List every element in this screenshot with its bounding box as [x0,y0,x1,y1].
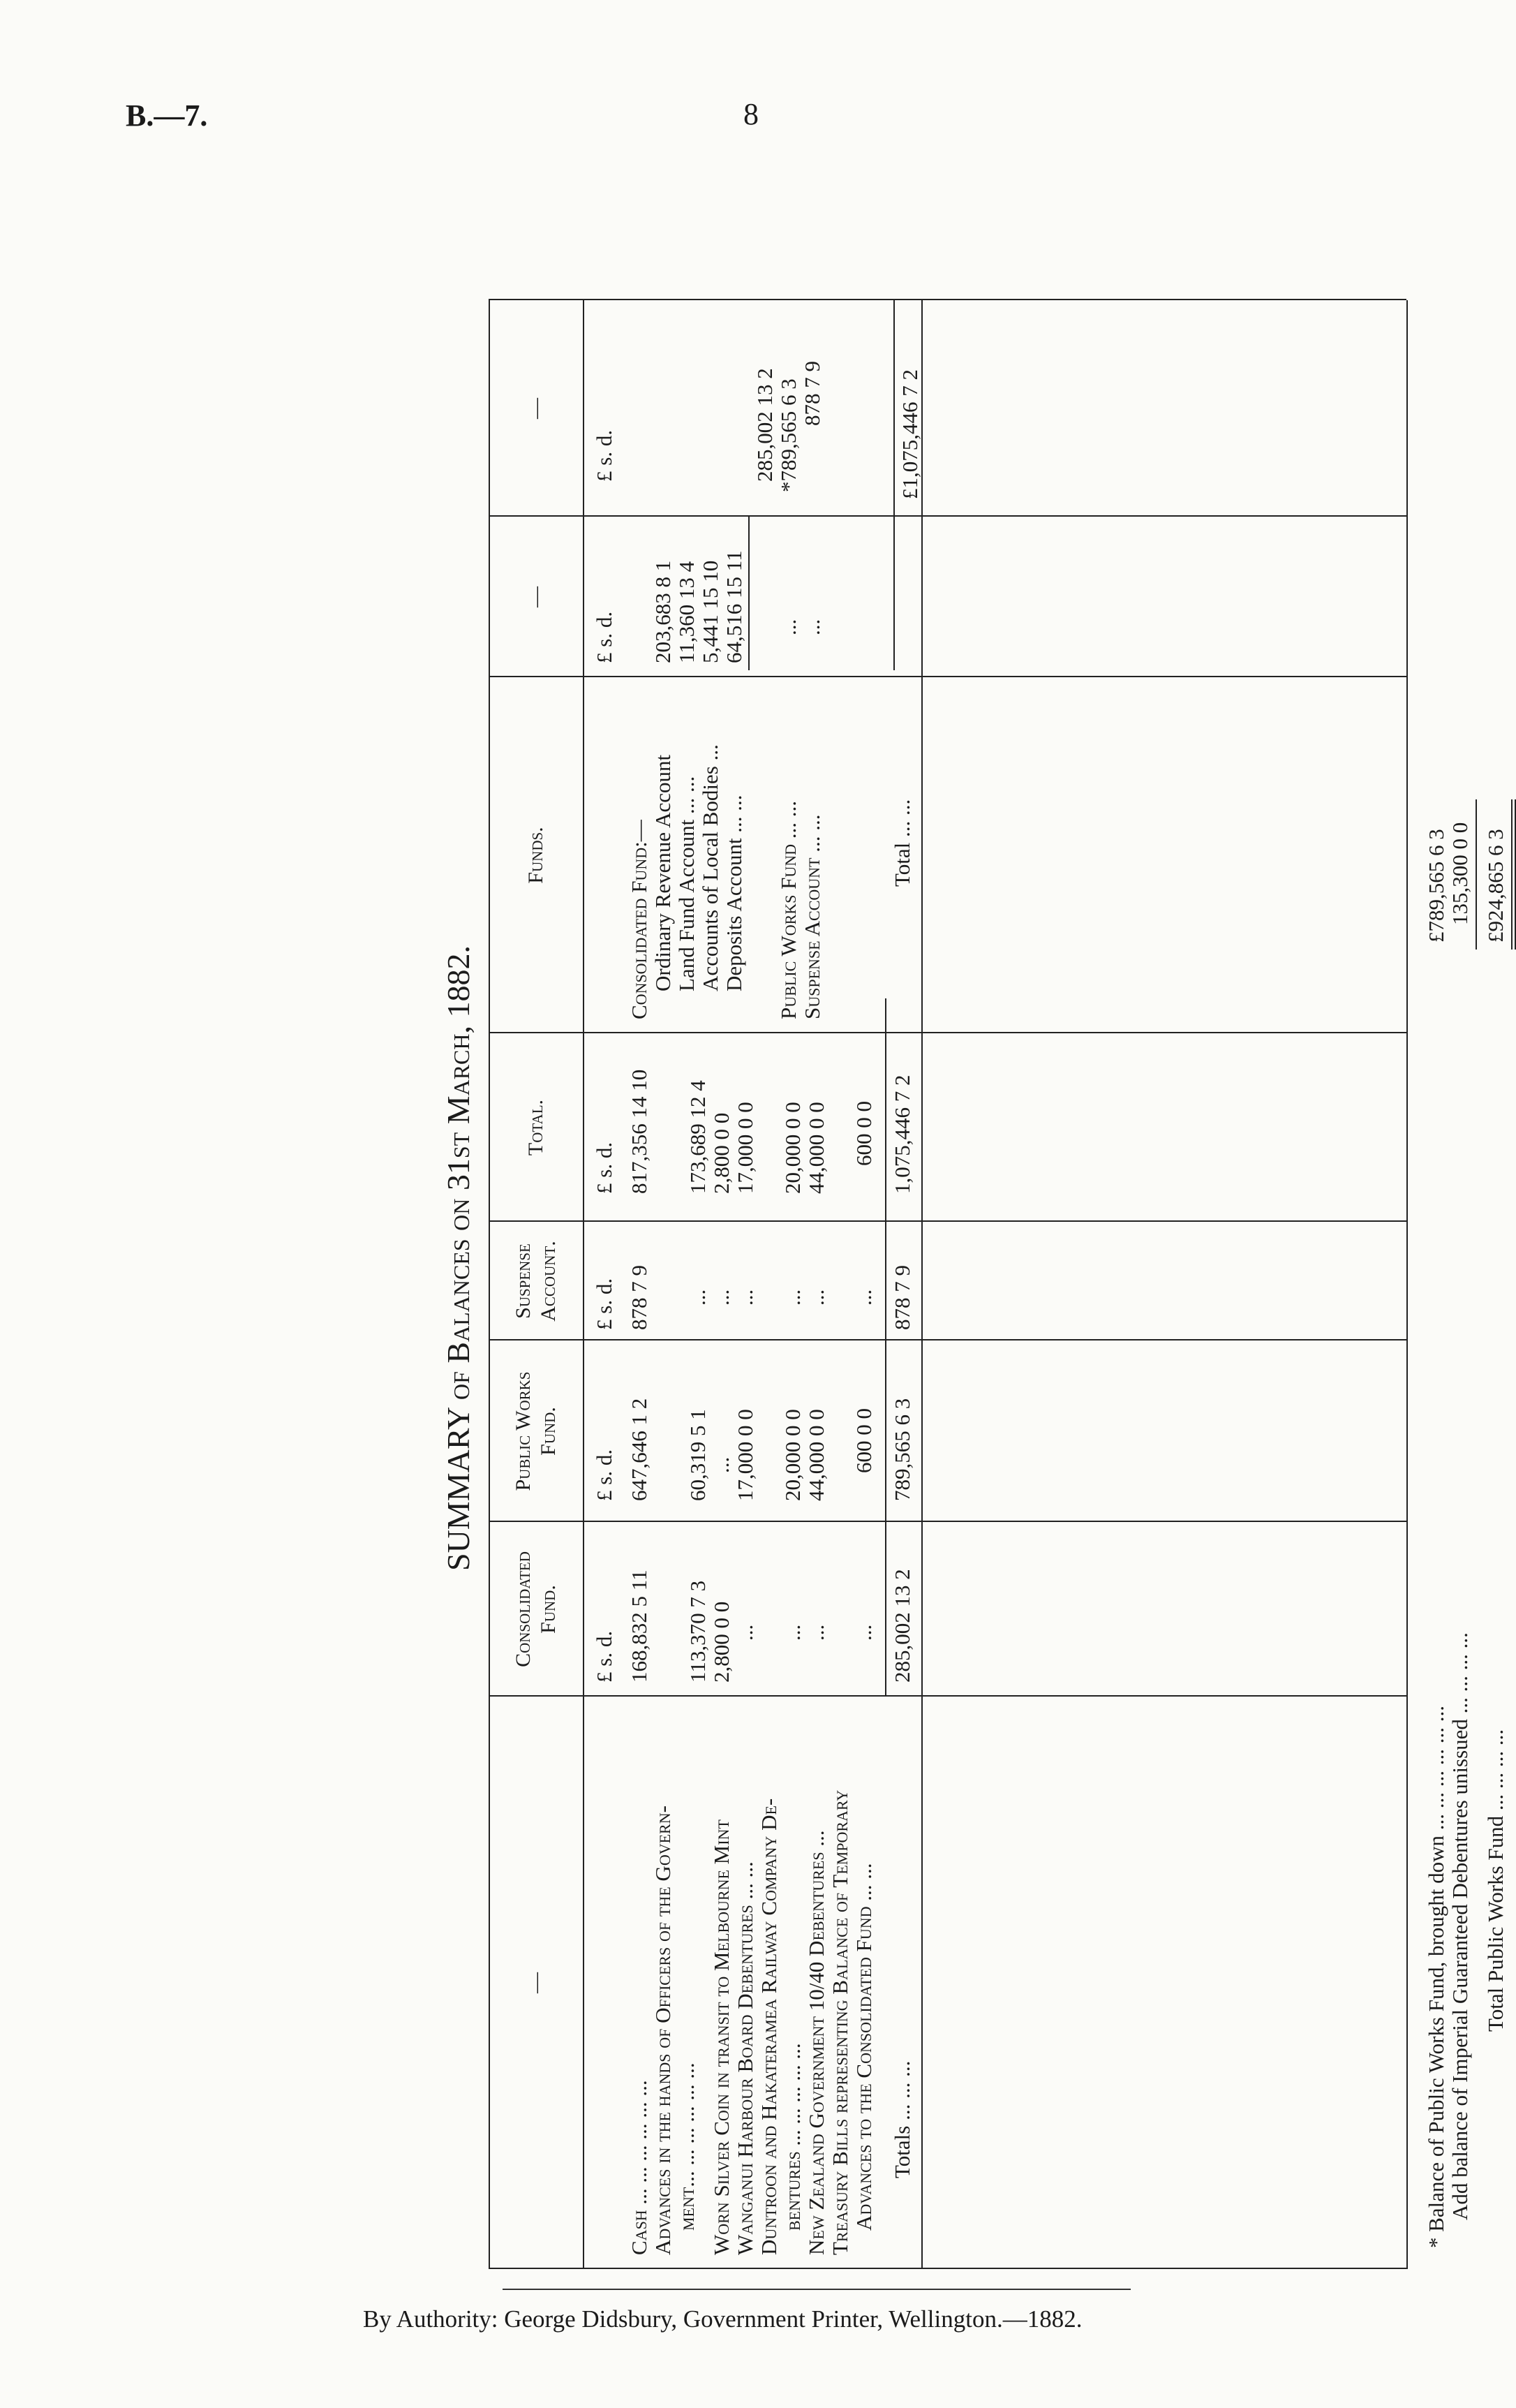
footnote-line-3: Total Public Works Fund ... ... ... ... [1483,1729,1508,2032]
funds-public-works-amount: *789,565 6 3 [776,378,801,492]
row-treasury-label-2: Advances to the Consolidated Fund ... ... [852,1863,876,2231]
totals-suspense: 878 7 9 [890,1265,914,1330]
row-cash-label: Cash ... ... ... ... ... ... [627,2080,651,2255]
row-wanganui-label: Wanganui Harbour Board Debentures ... ... [733,1861,757,2255]
footnote-line-1-amount: £789,565 6 3 [1424,829,1448,943]
header-blank-1: — [524,1972,547,1993]
row-cash-total: 817,356 14 10 [627,1069,651,1194]
funds-public-works-label: Public Works Fund ... ... [776,800,801,1019]
row-advances-suspense: ... [685,1289,710,1306]
funds-deposits-label: Deposits Account ... ... [722,795,746,991]
row-advances-label-2: ment... ... ... ... ... ... [674,2062,699,2231]
funds-local-bodies-label: Accounts of Local Bodies ... [698,744,722,991]
row-cash-suspense: 878 7 9 [627,1265,651,1330]
row-duntroon-total: 20,000 0 0 [780,1102,805,1194]
header-funds: Funds. [524,827,547,884]
footnote-line-3-amount: £924,865 6 3 [1483,829,1508,943]
lsd-total: £ s. d. [592,1142,616,1194]
row-duntroon-public-works: 20,000 0 0 [780,1409,805,1501]
funds-deposits-amount: 64,516 15 11 [722,550,746,663]
row-coin-public-works: ... [709,1456,734,1473]
row-nz-debentures-label: New Zealand Government 10/40 Debentures ... [804,1830,828,2255]
page-number: 8 [743,97,759,131]
totals-total: 1,075,446 7 2 [890,1074,914,1194]
header-blank-2: — [524,586,547,607]
row-wanganui-consolidated: ... [733,1624,757,1641]
row-treasury-label-1: Treasury Bills representing Balance of Temporary [828,1789,852,2255]
row-wanganui-total: 17,000 0 0 [733,1102,757,1194]
funds-ordinary-label: Ordinary Revenue Account [651,754,675,991]
funds-total-amount: £1,075,446 7 2 [898,369,922,499]
header-total: Total. [524,1099,547,1156]
lsd-funds-mid: £ s. d. [592,611,616,663]
row-treasury-total: 600 0 0 [852,1101,876,1166]
row-treasury-consolidated: ... [852,1624,876,1641]
row-coin-suspense: ... [709,1289,734,1306]
funds-consolidated-heading: Consolidated Fund:— [627,820,651,1019]
lsd-public-works: £ s. d. [592,1449,616,1501]
funds-suspense-label: Suspense Account ... ... [800,814,824,1019]
funds-suspense-amount: 878 7 9 [800,361,824,426]
title-rest: of Balances on 31st March, 1882. [440,945,476,1401]
title-lead: SUMMARY [440,1408,476,1571]
row-nz-debentures-public-works: 44,000 0 0 [804,1409,828,1501]
header-public-works: Public Works Fund. [512,1371,560,1491]
row-duntroon-suspense: ... [780,1289,805,1306]
table-title [440,945,477,1571]
balance-summary-table [433,300,1508,2269]
row-treasury-suspense: ... [852,1289,876,1306]
footnote-line-2: Add balance of Imperial Guaranteed Debentures unissued ... ... ... ... [1448,1632,1472,2220]
row-nz-debentures-total: 44,000 0 0 [804,1102,828,1194]
totals-consolidated: 285,002 13 2 [890,1569,914,1683]
row-treasury-public-works: 600 0 0 [852,1408,876,1473]
row-wanganui-public-works: 17,000 0 0 [733,1409,757,1501]
lsd-suspense: £ s. d. [592,1278,616,1330]
header-consolidated: Consolidated Fund. [512,1551,560,1667]
funds-land-amount: 11,360 13 4 [674,561,699,663]
header-suspense: Suspense Account. [512,1241,560,1322]
row-coin-label: Worn Silver Coin in transit to Melbourne Mint [709,1819,734,2255]
funds-local-bodies-amount: 5,441 15 10 [698,560,722,663]
lsd-funds-total: £ s. d. [592,429,616,482]
funds-consolidated-total: 285,002 13 2 [752,368,777,482]
page-reference: B.—7. [126,98,208,133]
row-cash-public-works: 647,646 1 2 [627,1398,651,1501]
row-coin-total: 2,800 0 0 [709,1112,734,1194]
footer-rule [503,2289,1131,2290]
totals-public-works: 789,565 6 3 [890,1398,914,1501]
row-duntroon-label-2: bentures ... ... ... ... ... [780,2043,805,2231]
lsd-consolidated: £ s. d. [592,1630,616,1683]
row-advances-public-works: 60,319 5 1 [685,1409,710,1501]
row-advances-label-1: Advances in the hands of Officers of the Govern- [651,1805,675,2255]
footnote-line-1: * Balance of Public Works Fund, brought down ... ... ... ... ... ... [1424,1705,1448,2248]
funds-land-label: Land Fund Account ... ... [674,776,699,991]
row-duntroon-label-1: Duntroon and Hakateramea Railway Company De- [757,1798,781,2255]
row-nz-debentures-consolidated: ... [804,1624,828,1641]
header-blank-3: — [524,398,547,419]
totals-label: Totals ... ... ... [890,2060,914,2178]
row-advances-total: 173,689 12 4 [685,1080,710,1194]
row-wanganui-suspense: ... [733,1289,757,1306]
funds-public-works-mid: ... [776,619,801,635]
row-duntroon-consolidated: ... [780,1624,805,1641]
funds-total-label: Total ... ... [890,799,914,887]
row-coin-consolidated: 2,800 0 0 [709,1601,734,1683]
printer-footer: By Authority: George Didsbury, Government Printer, Wellington.—1882. [363,2305,1083,2333]
row-cash-consolidated: 168,832 5 11 [627,1569,651,1683]
funds-suspense-mid: ... [800,619,824,635]
funds-ordinary-amount: 203,683 8 1 [651,560,675,663]
row-nz-debentures-suspense: ... [804,1289,828,1306]
row-advances-consolidated: 113,370 7 3 [685,1580,710,1683]
footnote-line-2-amount: 135,300 0 0 [1448,822,1472,925]
